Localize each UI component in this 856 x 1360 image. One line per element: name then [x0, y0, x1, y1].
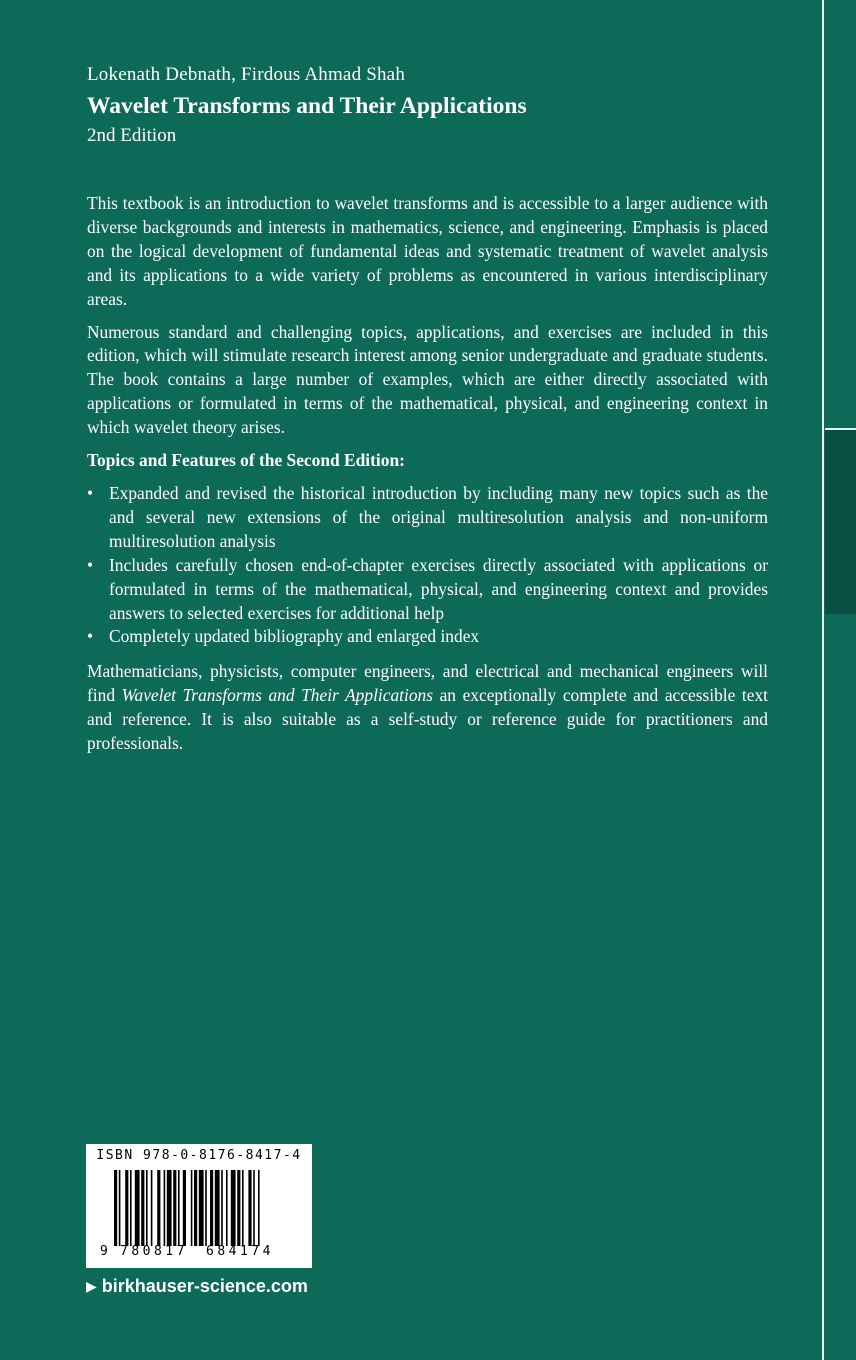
barcode-bars	[114, 1170, 290, 1246]
barcode-bar	[242, 1170, 244, 1246]
feature-text: Completely updated bibliography and enlarged index	[109, 626, 480, 647]
feature-text: Expanded and revised the historical introduction by including many new topics such as the and several new extensions of the original multiresolution analysis and non-uniform multiresolution analysis	[109, 482, 768, 551]
barcode-bar	[231, 1170, 236, 1246]
isbn-barcode	[86, 1144, 312, 1268]
barcode-bar	[215, 1170, 220, 1246]
spine-color-block	[825, 428, 856, 614]
arrow-right-icon: ▶	[86, 1278, 97, 1294]
closing-paragraph	[87, 660, 768, 756]
barcode-bar	[173, 1170, 176, 1246]
barcode-bar	[237, 1170, 240, 1246]
topics-heading: Topics and Features of the Second Edition:	[87, 450, 405, 471]
bullet-icon: •	[87, 482, 94, 503]
feature-item	[87, 482, 768, 554]
barcode-bar	[157, 1170, 160, 1246]
barcode-bar	[221, 1170, 223, 1246]
barcode-bar	[167, 1170, 172, 1246]
features-list	[87, 482, 768, 649]
feature-text: Includes carefully chosen end-of-chapter exercises directly associated with applications or formulated in terms of the mathematical, physical, and engineering context and provides answers to selected exercises for additional help	[109, 554, 768, 623]
barcode-bar	[226, 1170, 228, 1246]
barcode-bar	[130, 1170, 132, 1246]
barcode-first-digit: 9	[100, 1244, 108, 1259]
blurb	[87, 192, 768, 765]
barcode-bar	[183, 1170, 186, 1246]
bullet-icon: •	[87, 626, 94, 647]
barcode-group-left: 780817	[120, 1244, 188, 1259]
feature-item	[87, 625, 768, 649]
edition: 2nd Edition	[87, 125, 177, 146]
intro-paragraph: This textbook is an introduction to wavelet transforms and is accessible to a larger audience with diverse backgrounds and interests in mathematics, science, and engineering. Emphasis is placed on the logical development of fundamental ideas and systematic treatment of wavelet analysis and its applications to a wide variety of problems as encountered in various interdisciplinary areas.	[87, 193, 768, 309]
bullet-icon: •	[87, 554, 94, 575]
closing-book-title: Wavelet Transforms and Their Applications	[121, 685, 433, 706]
barcode-bar	[164, 1170, 166, 1246]
barcode-bar	[125, 1170, 128, 1246]
barcode-bar	[178, 1170, 180, 1246]
closing-text-start: Mathematicians, physicists, computer engineers, and electrical and mechanical engineers will find	[87, 661, 768, 706]
barcode-group-right: 684174	[206, 1244, 274, 1259]
closing-text-end: an exceptionally complete and accessible text and reference. It is also suitable as a self-study or reference guide for practitioners and professionals.	[87, 685, 768, 754]
barcode-bar	[151, 1170, 153, 1246]
barcode-bar	[191, 1170, 193, 1246]
isbn-label: ISBN 978-0-8176-8417-4	[96, 1148, 302, 1163]
book-header	[87, 64, 787, 147]
topics-paragraph: Numerous standard and challenging topics, applications, and exercises are included in this edition, which will stimulate research interest among senior undergraduate and graduate students. The book contains a large number of examples, which are either directly associated with applications or formulated in terms of the mathematical, physical, and engineering context in which wavelet theory arises.	[87, 321, 768, 438]
spine-edge-line	[822, 0, 824, 1360]
barcode-bar	[114, 1170, 117, 1246]
barcode-bar	[258, 1170, 260, 1246]
barcode-bar	[248, 1170, 251, 1246]
barcode-bar	[199, 1170, 204, 1246]
authors: Lokenath Debnath, Firdous Ahmad Shah	[87, 64, 406, 85]
barcode-bar	[210, 1170, 213, 1246]
barcode-bar	[119, 1170, 121, 1246]
book-title: Wavelet Transforms and Their Applications	[87, 93, 527, 119]
barcode-bar	[205, 1170, 207, 1246]
barcode-bar	[135, 1170, 140, 1246]
publisher-website[interactable]	[86, 1276, 308, 1297]
feature-item	[87, 554, 768, 626]
barcode-bar	[141, 1170, 144, 1246]
barcode-bar	[253, 1170, 255, 1246]
barcode-bar	[194, 1170, 197, 1246]
website-url[interactable]: birkhauser-science.com	[101, 1276, 308, 1296]
barcode-bar	[146, 1170, 148, 1246]
